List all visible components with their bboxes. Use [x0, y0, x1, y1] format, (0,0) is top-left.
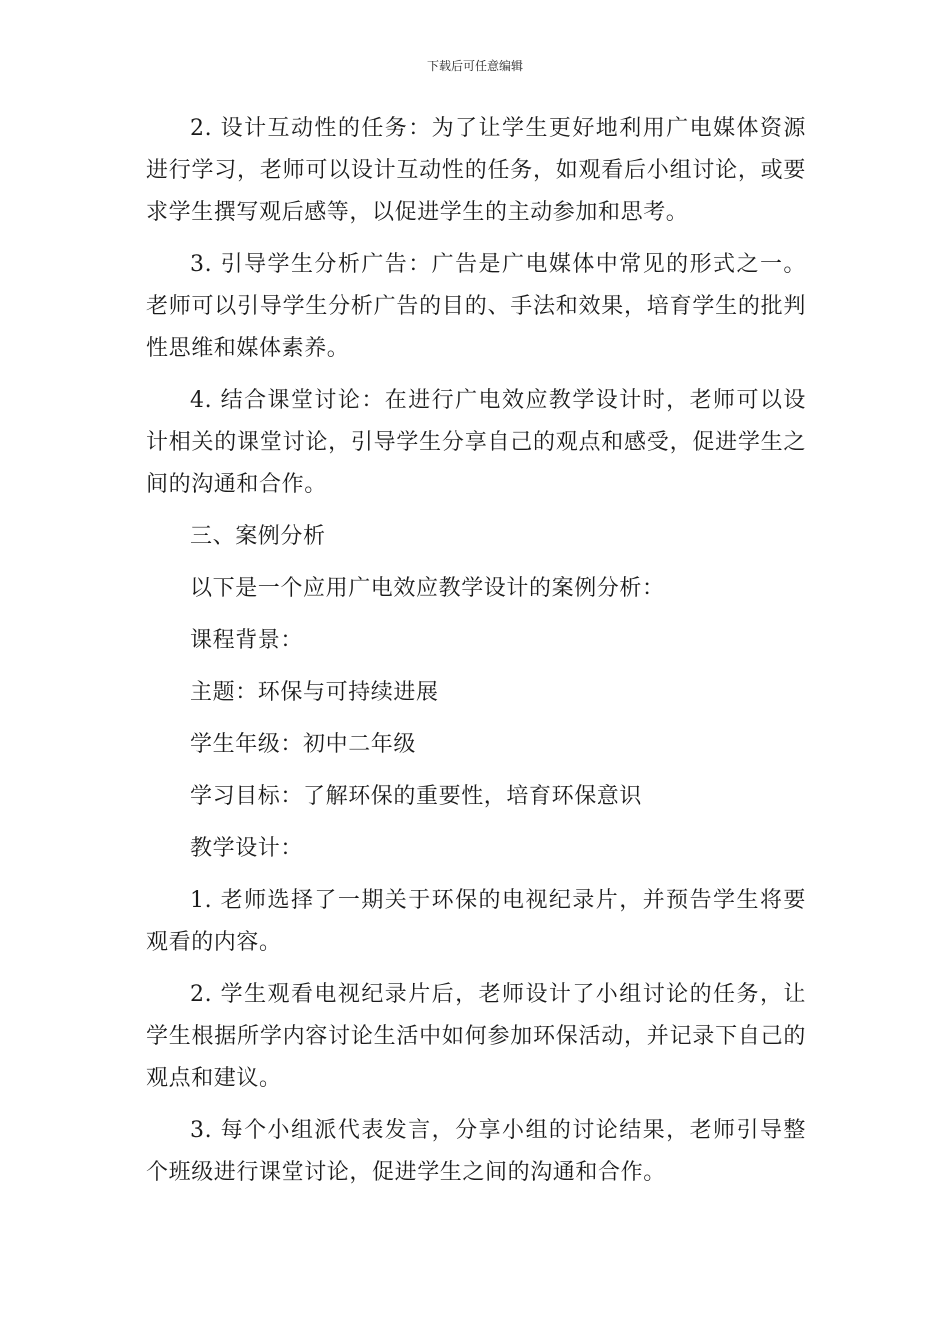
paragraph-case-intro: 以下是一个应用广电效应教学设计的案例分析：: [190, 576, 665, 601]
page-header: 下载后可任意编辑: [426, 59, 523, 73]
step-1: 1. 老师选择了一期关于环保的电视纪录片，并预告学生将要观看的内容。: [146, 888, 806, 955]
field-topic: 主题：环保与可持续进展: [190, 680, 439, 705]
label-teaching-design: 教学设计：: [190, 836, 304, 861]
paragraph-classroom-discussion: 4. 结合课堂讨论：在进行广电效应教学设计时，老师可以设计相关的课堂讨论，引导学生分享自己的观点和感受，促进学生之间的沟通和合作。: [146, 388, 806, 497]
section-heading-case-analysis: 三、案例分析: [190, 524, 326, 549]
step-2: 2. 学生观看电视纪录片后，老师设计了小组讨论的任务，让学生根据所学内容讨论生活中如何参加环保活动，并记录下自己的观点和建议。: [146, 982, 806, 1091]
step-3: 3. 每个小组派代表发言，分享小组的讨论结果，老师引导整个班级进行课堂讨论，促进学生之间的沟通和合作。: [146, 1118, 806, 1185]
document-body: [146, 108, 806, 1204]
field-grade: 学生年级：初中二年级: [190, 732, 417, 757]
paragraph-design-interactive-tasks: 2. 设计互动性的任务：为了让学生更好地利用广电媒体资源进行学习，老师可以设计互动性的任务，如观看后小组讨论，或要求学生撰写观后感等，以促进学生的主动参加和思考。: [146, 116, 806, 225]
label-course-background: 课程背景：: [190, 628, 304, 653]
field-learning-goal: 学习目标：了解环保的重要性，培育环保意识: [190, 784, 643, 809]
paragraph-analyze-ads: 3. 引导学生分析广告：广告是广电媒体中常见的形式之一。老师可以引导学生分析广告的目的、手法和效果，培育学生的批判性思维和媒体素养。: [146, 252, 806, 361]
